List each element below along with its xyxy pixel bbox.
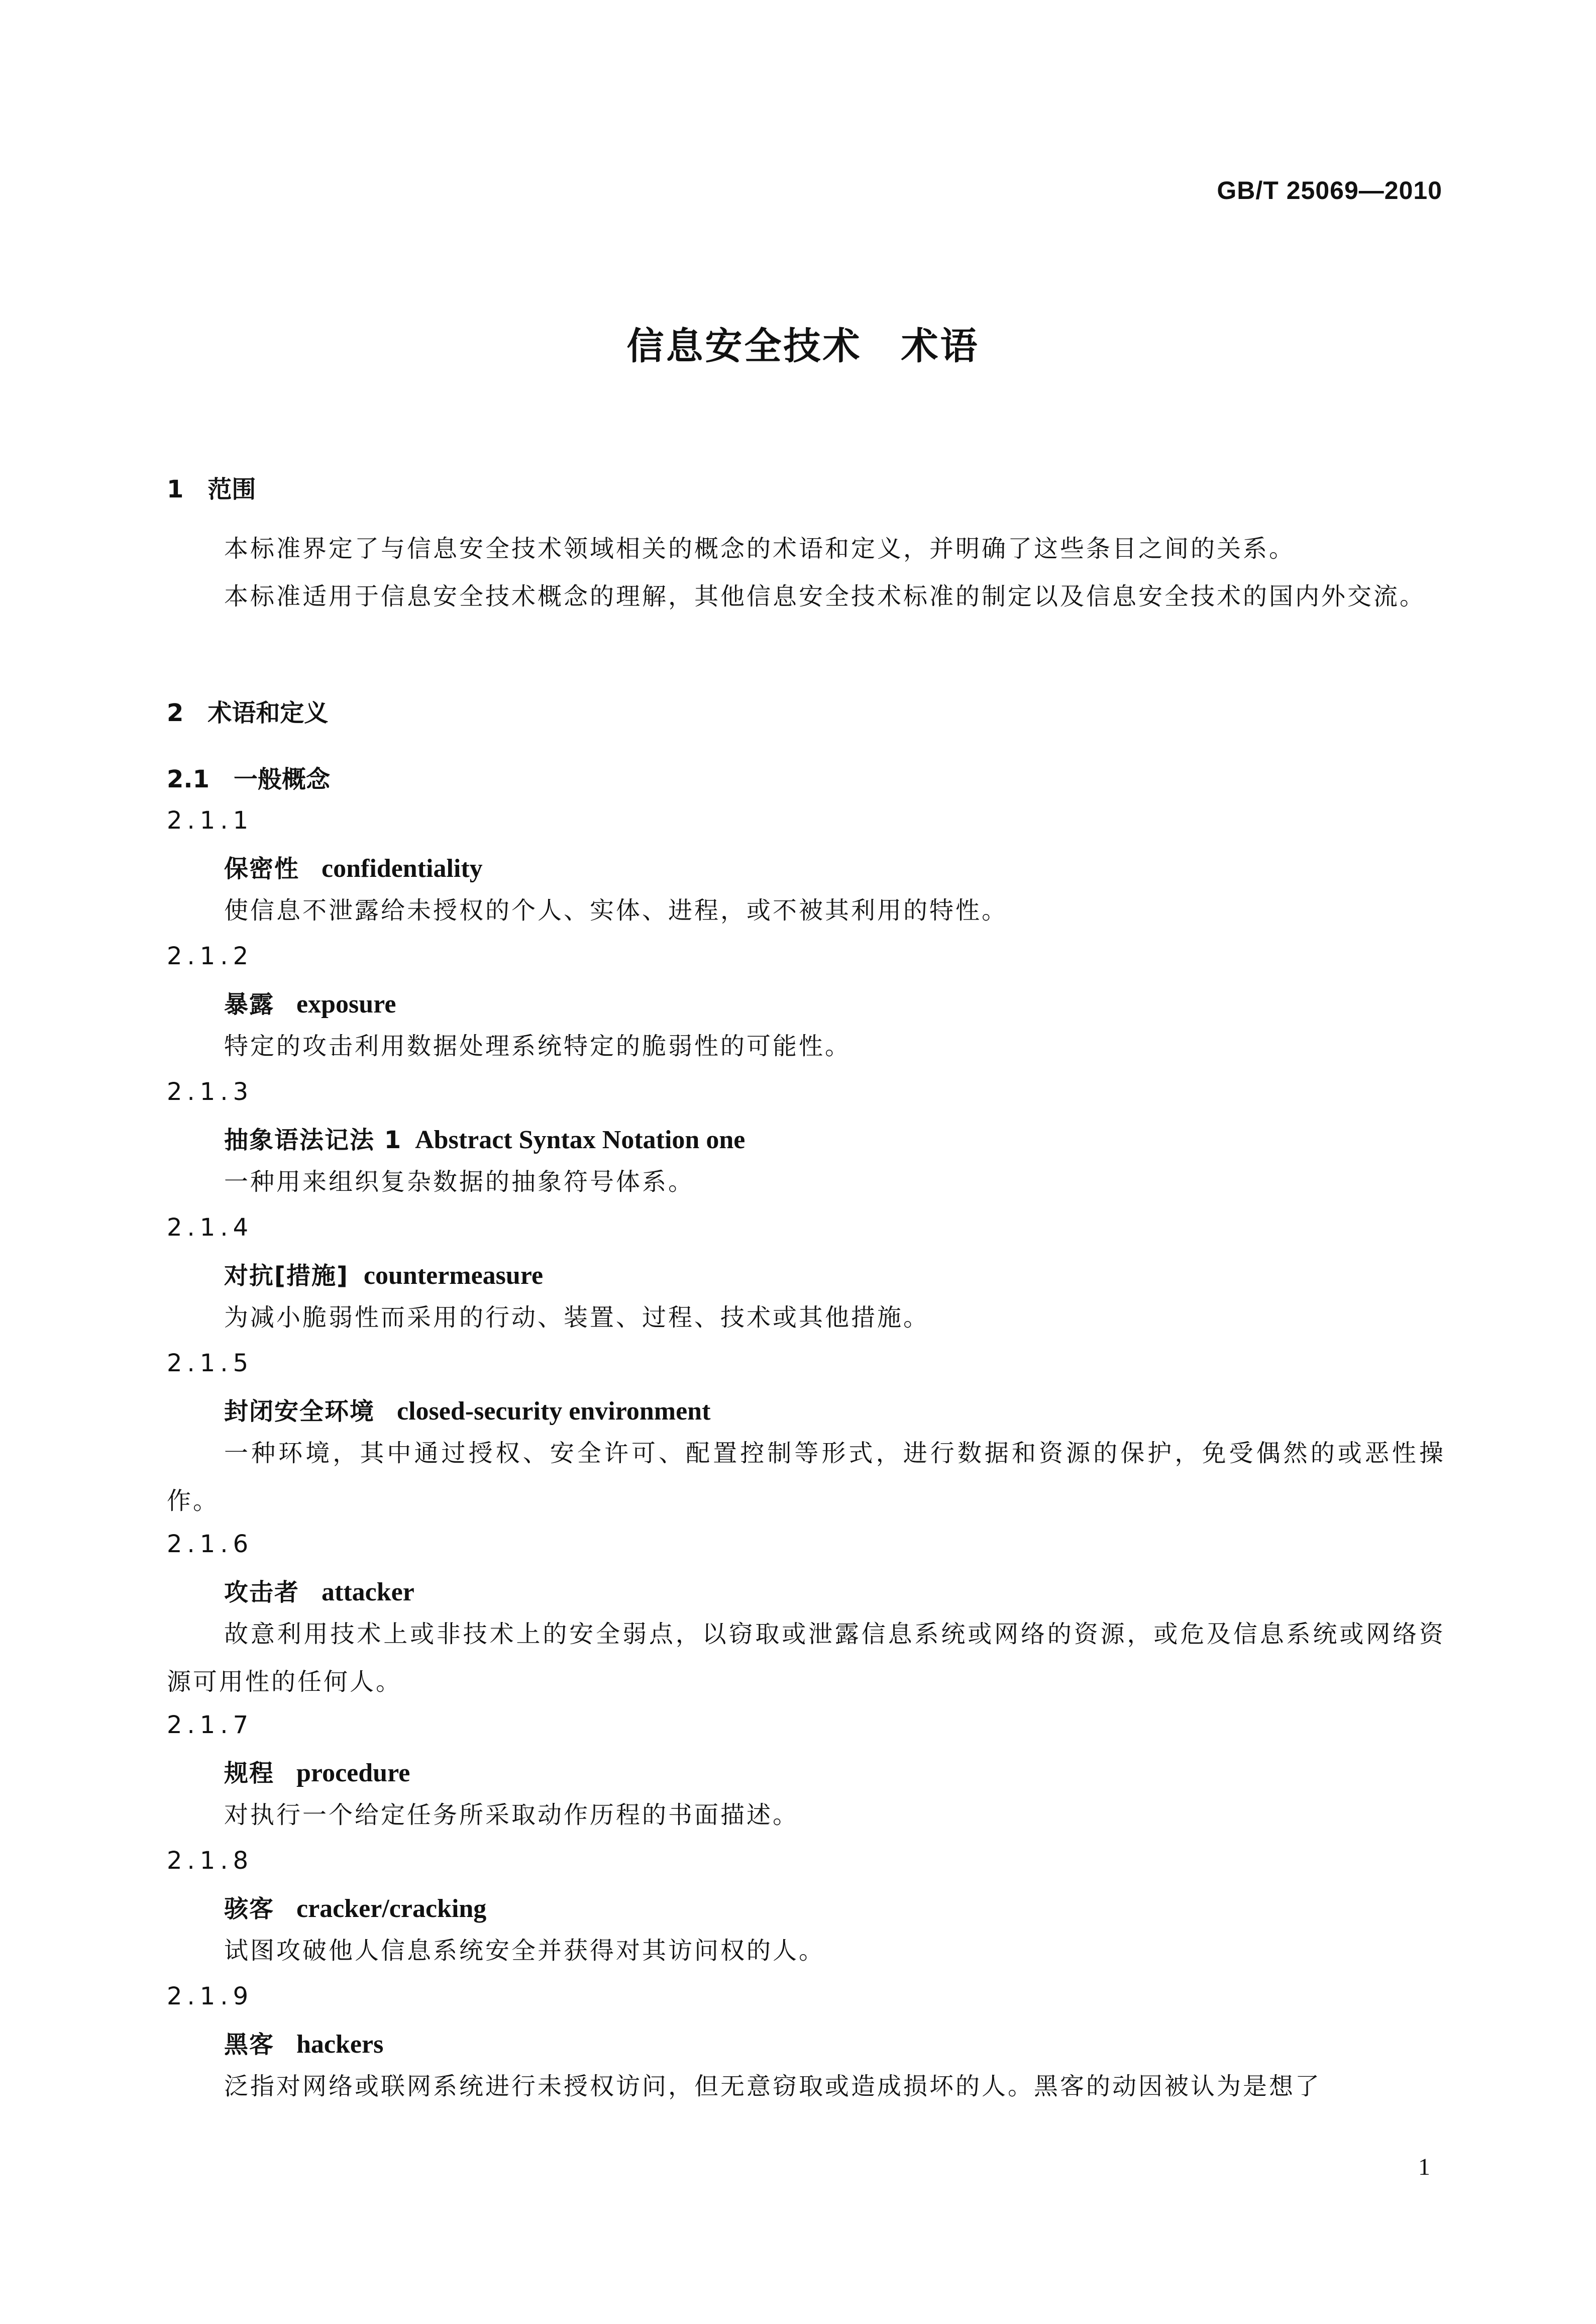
entry-definition: 为减小脆弱性而采用的行动、装置、过程、技术或其他措施。 xyxy=(224,1303,930,1332)
entry-term xyxy=(224,1889,486,1924)
entry-number: 2.1.9 xyxy=(167,1982,254,2010)
entry-term xyxy=(224,1121,745,1155)
entry-term xyxy=(224,1256,543,1291)
entry-number: 2.1.8 xyxy=(167,1847,254,1875)
entry-term xyxy=(224,1392,710,1427)
document-title: 信息安全技术 术语 xyxy=(626,325,980,368)
entry-term xyxy=(224,985,396,1020)
page-number: 1 xyxy=(1418,2154,1430,2180)
entry-term xyxy=(224,849,483,884)
entry-number: 2.1.2 xyxy=(167,942,254,970)
entry-definition: 使信息不泄露给未授权的个人、实体、进程，或不被其利用的特性。 xyxy=(224,896,1008,925)
entry-definition: 试图攻破他人信息系统安全并获得对其访问权的人。 xyxy=(224,1937,825,1965)
entry-definition: 泛指对网络或联网系统进行未授权访问，但无意窃取或造成损坏的人。黑客的动因被认为是想了 xyxy=(224,2072,1322,2100)
entry-term xyxy=(224,1754,410,1788)
entry-number: 2.1.3 xyxy=(167,1078,254,1106)
entry-term xyxy=(224,2025,383,2060)
entry-number: 2.1.6 xyxy=(167,1530,254,1558)
term-zh: 抽象语法记法 1 xyxy=(224,1126,402,1154)
standard-code: GB/T 25069—2010 xyxy=(1217,176,1442,205)
entry-definition: 对执行一个给定任务所采取动作历程的书面描述。 xyxy=(224,1801,799,1829)
entry-number: 2.1.1 xyxy=(167,806,254,835)
term-zh: 暴露 xyxy=(224,990,275,1019)
term-en: countermeasure xyxy=(363,1261,544,1290)
section-heading-scope: 1 范围 xyxy=(167,475,256,503)
term-en: Abstract Syntax Notation one xyxy=(415,1126,746,1154)
scope-paragraph-2: 本标准适用于信息安全技术概念的理解，其他信息安全技术标准的制定以及信息安全技术的国内外交流。 xyxy=(224,582,1426,611)
term-zh: 对抗[措施] xyxy=(224,1262,349,1290)
entry-term xyxy=(224,1573,414,1607)
entry-definition: 一种环境，其中通过授权、安全许可、配置控制等形式，进行数据和资源的保护，免受偶然的或恶性操作。 xyxy=(167,1439,1445,1515)
term-zh: 骇客 xyxy=(224,1895,275,1923)
subsection-heading-general: 2.1 一般概念 xyxy=(167,765,331,793)
entry-definition: 一种用来组织复杂数据的抽象符号体系。 xyxy=(224,1168,695,1196)
term-en: confidentiality xyxy=(322,854,483,883)
term-en: exposure xyxy=(296,990,396,1019)
entry-definition: 故意利用技术上或非技术上的安全弱点，以窃取或泄露信息系统或网络的资源，或危及信息系统或网络资源可用性的任何人。 xyxy=(167,1620,1445,1696)
term-en: attacker xyxy=(322,1578,414,1606)
term-en: closed-security environment xyxy=(397,1397,711,1426)
term-zh: 规程 xyxy=(224,1759,275,1787)
term-zh: 保密性 xyxy=(224,855,300,883)
entry-number: 2.1.7 xyxy=(167,1711,254,1739)
term-en: hackers xyxy=(296,2030,384,2059)
entry-number: 2.1.5 xyxy=(167,1349,254,1377)
entry-definition: 特定的攻击利用数据处理系统特定的脆弱性的可能性。 xyxy=(224,1032,852,1060)
term-en: procedure xyxy=(296,1759,410,1787)
term-en: cracker/cracking xyxy=(296,1894,487,1923)
term-zh: 攻击者 xyxy=(224,1578,300,1606)
entry-number: 2.1.4 xyxy=(167,1214,254,1242)
term-zh: 黑客 xyxy=(224,2031,275,2059)
section-heading-terms: 2 术语和定义 xyxy=(167,699,329,727)
term-zh: 封闭安全环境 xyxy=(224,1397,375,1426)
scope-paragraph-1: 本标准界定了与信息安全技术领域相关的概念的术语和定义，并明确了这些条目之间的关系。 xyxy=(224,535,1296,563)
